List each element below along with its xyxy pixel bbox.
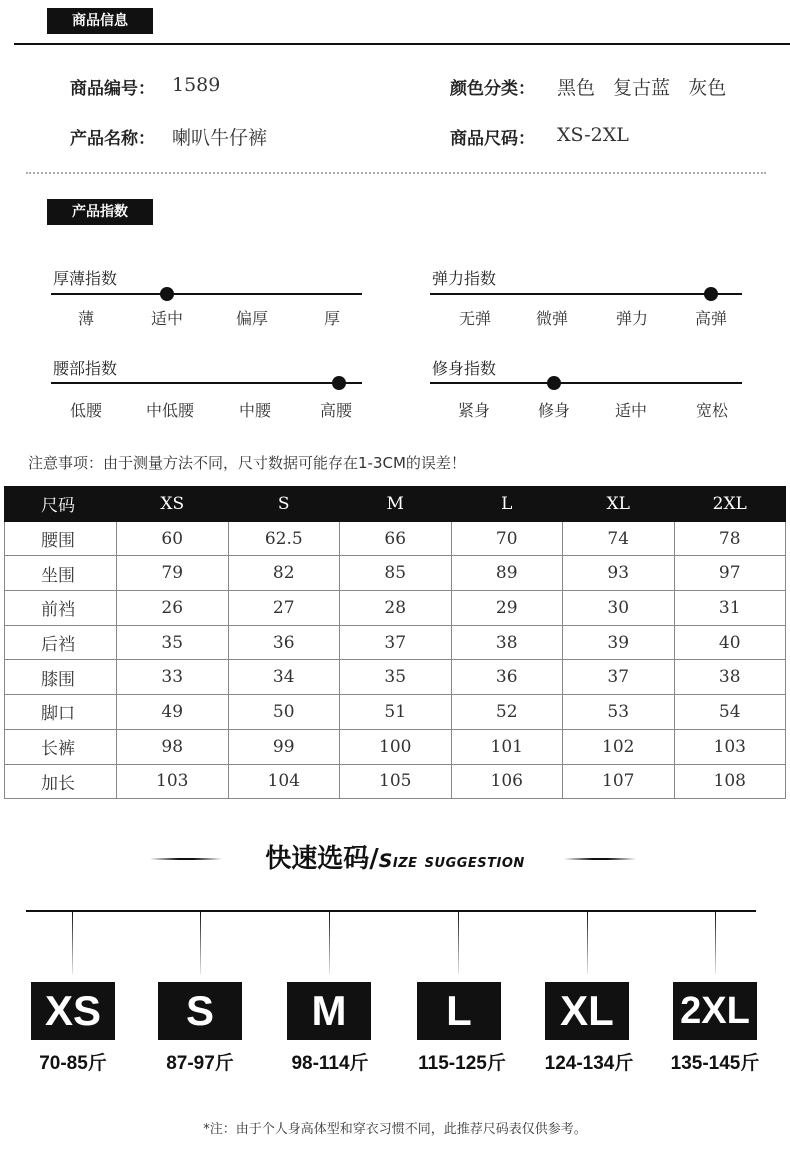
weight-range-m: 98-114斤 bbox=[291, 1053, 369, 1074]
color-label: 颜色分类： bbox=[450, 79, 535, 99]
fit-option: 宽松 bbox=[695, 401, 728, 420]
elasticity-index-marker bbox=[704, 287, 718, 301]
table-cell: 30 bbox=[563, 591, 675, 626]
header-cell: S bbox=[228, 487, 340, 522]
size-badge-xs: XS bbox=[31, 982, 115, 1040]
thickness-option: 适中 bbox=[150, 309, 183, 328]
elasticity-option: 高弹 bbox=[694, 309, 727, 328]
header-cell: L bbox=[451, 487, 563, 522]
product-code-value: 1589 bbox=[172, 74, 221, 96]
table-cell: 35 bbox=[340, 660, 452, 695]
table-cell: 62.5 bbox=[228, 521, 340, 556]
elasticity-index-title: 弹力指数 bbox=[432, 269, 497, 288]
size-table bbox=[4, 486, 786, 799]
table-cell: 103 bbox=[117, 764, 229, 799]
size-badge-s: S bbox=[158, 982, 242, 1040]
thickness-index-marker bbox=[160, 287, 174, 301]
header-cell: XS bbox=[117, 487, 229, 522]
elasticity-option: 弹力 bbox=[615, 309, 648, 328]
waist-option: 低腰 bbox=[69, 401, 102, 420]
table-cell: 后裆 bbox=[5, 625, 117, 660]
table-cell: 前裆 bbox=[5, 591, 117, 626]
header-cell: 2XL bbox=[674, 487, 786, 522]
table-cell: 40 bbox=[674, 625, 786, 660]
scale-tick bbox=[458, 912, 459, 974]
table-cell: 37 bbox=[340, 625, 452, 660]
weight-range-s: 87-97斤 bbox=[166, 1053, 234, 1074]
thickness-index-title: 厚薄指数 bbox=[53, 269, 118, 288]
table-cell: 108 bbox=[674, 764, 786, 799]
waist-option: 中低腰 bbox=[145, 401, 194, 420]
header-cell: 尺码 bbox=[5, 487, 117, 522]
table-cell: 腰围 bbox=[5, 521, 117, 556]
table-cell: 85 bbox=[340, 556, 452, 591]
table-cell: 38 bbox=[451, 625, 563, 660]
table-row bbox=[5, 521, 786, 556]
table-cell: 51 bbox=[340, 695, 452, 730]
size-badge-m: M bbox=[287, 982, 371, 1040]
table-cell: 107 bbox=[563, 764, 675, 799]
suggestion-title-en: Size suggestion bbox=[378, 850, 525, 872]
thickness-option: 厚 bbox=[323, 309, 340, 328]
weight-range-xs: 70-85斤 bbox=[39, 1053, 107, 1074]
product-name-value: 喇叭牛仔裤 bbox=[172, 127, 268, 149]
table-cell: 103 bbox=[674, 729, 786, 764]
table-cell: 39 bbox=[563, 625, 675, 660]
table-cell: 100 bbox=[340, 729, 452, 764]
table-row bbox=[5, 695, 786, 730]
table-row bbox=[5, 729, 786, 764]
table-cell: 82 bbox=[228, 556, 340, 591]
fit-index-marker bbox=[547, 376, 561, 390]
table-cell: 101 bbox=[451, 729, 563, 764]
weight-range-xl: 124-134斤 bbox=[544, 1053, 634, 1074]
fit-index-title: 修身指数 bbox=[432, 359, 497, 378]
elasticity-option: 微弹 bbox=[535, 309, 568, 328]
suggestion-footnote: *注：由于个人身高体型和穿衣习惯不同，此推荐尺码表仅供参考。 bbox=[203, 1122, 587, 1137]
section-divider bbox=[26, 172, 766, 174]
fit-option: 修身 bbox=[537, 401, 570, 420]
size-range-label: 商品尺码： bbox=[450, 129, 535, 149]
table-cell: 54 bbox=[674, 695, 786, 730]
size-badge-xl: XL bbox=[545, 982, 629, 1040]
fit-index-line bbox=[430, 382, 742, 384]
table-cell: 35 bbox=[117, 625, 229, 660]
table-cell: 53 bbox=[563, 695, 675, 730]
table-cell: 97 bbox=[674, 556, 786, 591]
table-cell: 27 bbox=[228, 591, 340, 626]
suggestion-scale-line bbox=[26, 910, 756, 912]
scale-tick bbox=[587, 912, 588, 974]
waist-index-line bbox=[51, 382, 362, 384]
scale-tick bbox=[200, 912, 201, 974]
product-info-rule bbox=[14, 43, 790, 45]
table-cell: 长裤 bbox=[5, 729, 117, 764]
waist-option: 高腰 bbox=[319, 401, 352, 420]
scale-tick bbox=[72, 912, 73, 974]
scale-tick bbox=[329, 912, 330, 974]
thickness-index-line bbox=[51, 293, 362, 295]
waist-index-title: 腰部指数 bbox=[53, 359, 118, 378]
measurement-note: 注意事项：由于测量方法不同，尺寸数据可能存在1-3CM的误差！ bbox=[28, 454, 466, 472]
table-cell: 36 bbox=[228, 625, 340, 660]
product-name-label: 产品名称： bbox=[70, 129, 155, 149]
table-cell: 31 bbox=[674, 591, 786, 626]
fit-option: 适中 bbox=[614, 401, 647, 420]
fit-option: 紧身 bbox=[457, 401, 490, 420]
table-cell: 36 bbox=[451, 660, 563, 695]
table-cell: 99 bbox=[228, 729, 340, 764]
product-info-tag: 商品信息 bbox=[47, 8, 153, 34]
thickness-option: 偏厚 bbox=[235, 309, 268, 328]
suggestion-title bbox=[0, 838, 790, 875]
table-row bbox=[5, 591, 786, 626]
weight-range-l: 115-125斤 bbox=[418, 1053, 506, 1074]
table-cell: 加长 bbox=[5, 764, 117, 799]
header-cell: M bbox=[340, 487, 452, 522]
table-cell: 26 bbox=[117, 591, 229, 626]
table-row bbox=[5, 625, 786, 660]
size-badge-l: L bbox=[417, 982, 501, 1040]
table-cell: 脚口 bbox=[5, 695, 117, 730]
table-cell: 78 bbox=[674, 521, 786, 556]
table-cell: 66 bbox=[340, 521, 452, 556]
table-cell: 49 bbox=[117, 695, 229, 730]
table-cell: 70 bbox=[451, 521, 563, 556]
size-badge-2xl: 2XL bbox=[673, 982, 757, 1040]
waist-index-marker bbox=[332, 376, 346, 390]
table-cell: 50 bbox=[228, 695, 340, 730]
product-code-label: 商品编号： bbox=[70, 79, 155, 99]
table-cell: 104 bbox=[228, 764, 340, 799]
table-cell: 74 bbox=[563, 521, 675, 556]
header-cell: XL bbox=[563, 487, 675, 522]
table-cell: 29 bbox=[451, 591, 563, 626]
table-cell: 52 bbox=[451, 695, 563, 730]
elasticity-index-line bbox=[430, 293, 742, 295]
table-row bbox=[5, 660, 786, 695]
weight-range-2xl: 135-145斤 bbox=[670, 1053, 760, 1074]
table-row bbox=[5, 556, 786, 591]
elasticity-option: 无弹 bbox=[458, 309, 491, 328]
thickness-option: 薄 bbox=[77, 309, 94, 328]
size-range-value: XS-2XL bbox=[557, 124, 629, 146]
table-cell: 79 bbox=[117, 556, 229, 591]
table-cell: 38 bbox=[674, 660, 786, 695]
size-table-header bbox=[5, 487, 786, 522]
table-cell: 98 bbox=[117, 729, 229, 764]
waist-option: 中腰 bbox=[238, 401, 271, 420]
table-cell: 89 bbox=[451, 556, 563, 591]
product-index-tag: 产品指数 bbox=[47, 199, 153, 225]
table-cell: 37 bbox=[563, 660, 675, 695]
table-cell: 33 bbox=[117, 660, 229, 695]
suggestion-title-cn: 快速选码/ bbox=[265, 844, 379, 874]
table-cell: 60 bbox=[117, 521, 229, 556]
color-value: 黑色 复古蓝 灰色 bbox=[557, 77, 727, 99]
table-cell: 28 bbox=[340, 591, 452, 626]
table-cell: 坐围 bbox=[5, 556, 117, 591]
scale-tick bbox=[715, 912, 716, 974]
table-cell: 93 bbox=[563, 556, 675, 591]
table-cell: 膝围 bbox=[5, 660, 117, 695]
table-cell: 102 bbox=[563, 729, 675, 764]
table-cell: 105 bbox=[340, 764, 452, 799]
table-cell: 106 bbox=[451, 764, 563, 799]
table-cell: 34 bbox=[228, 660, 340, 695]
table-row bbox=[5, 764, 786, 799]
